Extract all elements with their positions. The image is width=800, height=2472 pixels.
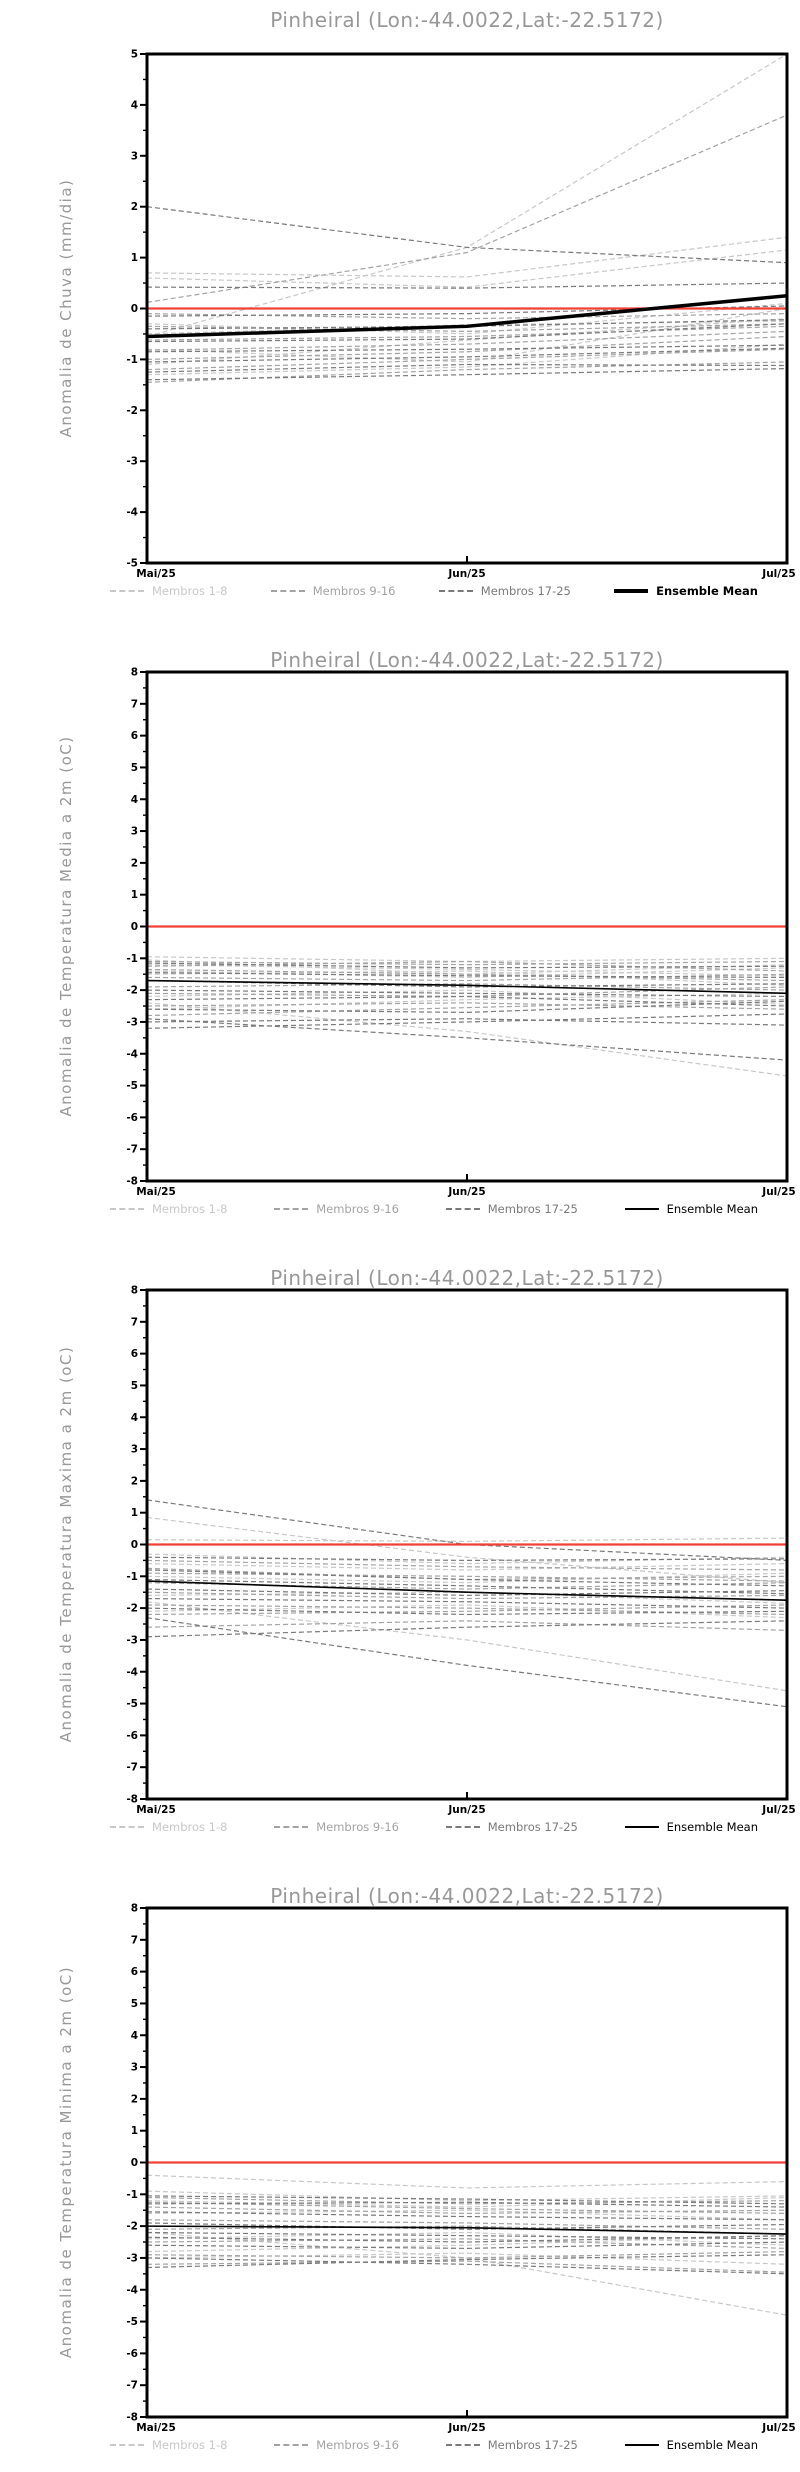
legend-item-members-17-25 (439, 584, 571, 598)
legend-item-members-17-25 (446, 1202, 578, 1216)
chart-title: Pinheiral (Lon:-44.0022,Lat:-22.5172) (270, 1884, 664, 1908)
legend-label: Membros 17-25 (487, 2438, 578, 2452)
mean-temperature-anomaly-chart (0, 618, 800, 1236)
svg-text:1: 1 (130, 2125, 138, 2138)
svg-text:-5: -5 (126, 557, 138, 570)
svg-text:-5: -5 (126, 1080, 138, 1093)
svg-text:5: 5 (130, 1997, 138, 2010)
mean-line-swatch (625, 2444, 659, 2446)
dashed-line-swatch (446, 1826, 480, 1828)
chart-title: Pinheiral (Lon:-44.0022,Lat:-22.5172) (270, 648, 664, 672)
dashed-line-swatch (110, 1826, 144, 1828)
svg-text:-6: -6 (126, 1111, 138, 1124)
y-axis-label: Anomalia de Temperatura Minima a 2m (oC) (57, 1965, 75, 2359)
plot-area (0, 0, 800, 618)
legend-item-ensemble-mean (625, 2438, 758, 2452)
svg-text:-5: -5 (126, 2316, 138, 2329)
plot-area (0, 618, 800, 1236)
svg-text:Mai/25: Mai/25 (136, 2422, 176, 2434)
svg-text:-1: -1 (126, 353, 138, 366)
plot-area (0, 1236, 800, 1854)
dashed-line-swatch (110, 2444, 144, 2446)
legend-label: Ensemble Mean (656, 584, 758, 598)
svg-text:8: 8 (130, 1902, 138, 1915)
dashed-line-swatch (274, 2444, 308, 2446)
svg-text:3: 3 (130, 2061, 138, 2074)
svg-text:4: 4 (130, 1411, 138, 1424)
chart-title: Pinheiral (Lon:-44.0022,Lat:-22.5172) (270, 8, 664, 32)
svg-text:5: 5 (130, 761, 138, 774)
legend-label: Membros 9-16 (316, 2438, 399, 2452)
legend-item-members-1-8 (110, 1820, 227, 1834)
svg-text:Jul/25: Jul/25 (762, 2422, 796, 2434)
legend-label: Ensemble Mean (666, 2438, 758, 2452)
dashed-line-swatch (439, 590, 473, 592)
svg-text:-1: -1 (126, 1570, 138, 1583)
chart-title: Pinheiral (Lon:-44.0022,Lat:-22.5172) (270, 1266, 664, 1290)
svg-text:1: 1 (130, 252, 138, 265)
svg-text:-2: -2 (126, 1602, 138, 1615)
svg-text:-7: -7 (126, 1143, 138, 1156)
svg-text:3: 3 (130, 150, 138, 163)
chart-legend (110, 2438, 758, 2452)
legend-label: Membros 9-16 (316, 1202, 399, 1216)
dashed-line-swatch (446, 2444, 480, 2446)
legend-label: Membros 17-25 (487, 1202, 578, 1216)
legend-item-members-9-16 (274, 1820, 399, 1834)
legend-item-members-1-8 (110, 584, 227, 598)
svg-text:-3: -3 (126, 1016, 138, 1029)
legend-label: Membros 9-16 (312, 584, 396, 598)
svg-text:Jun/25: Jun/25 (448, 568, 486, 580)
svg-text:0: 0 (130, 1539, 138, 1551)
svg-text:2: 2 (130, 2093, 138, 2106)
precipitation-anomaly-chart (0, 0, 800, 618)
svg-text:6: 6 (130, 730, 138, 743)
dashed-line-swatch (271, 590, 305, 592)
legend-item-members-1-8 (110, 1202, 227, 1216)
svg-text:-4: -4 (126, 2284, 138, 2297)
svg-text:6: 6 (130, 1966, 138, 1979)
svg-text:0: 0 (130, 303, 138, 315)
svg-text:Mai/25: Mai/25 (136, 1186, 176, 1198)
svg-text:Jun/25: Jun/25 (448, 2422, 486, 2434)
svg-text:-7: -7 (126, 1761, 138, 1774)
legend-label: Membros 17-25 (480, 584, 571, 598)
svg-text:-8: -8 (126, 1175, 138, 1188)
legend-label: Membros 9-16 (316, 1820, 399, 1834)
legend-item-members-9-16 (271, 584, 396, 598)
plot-area (0, 1854, 800, 2472)
svg-text:Jul/25: Jul/25 (762, 1804, 796, 1816)
legend-item-members-9-16 (274, 1202, 399, 1216)
dashed-line-swatch (446, 1208, 480, 1210)
svg-text:-6: -6 (126, 2347, 138, 2360)
svg-text:4: 4 (130, 2029, 138, 2042)
legend-label: Membros 1-8 (152, 584, 228, 598)
svg-text:-7: -7 (126, 2379, 138, 2392)
svg-text:5: 5 (130, 1379, 138, 1392)
svg-text:4: 4 (130, 99, 138, 112)
mean-line-swatch (625, 1826, 659, 1828)
legend-label: Membros 17-25 (487, 1820, 578, 1834)
legend-item-ensemble-mean (625, 1202, 758, 1216)
svg-text:-4: -4 (126, 1048, 138, 1061)
svg-text:0: 0 (130, 2157, 138, 2169)
svg-text:2: 2 (130, 1475, 138, 1488)
y-axis-label: Anomalia de Chuva (mm/dia) (57, 178, 75, 438)
dashed-line-swatch (110, 1208, 144, 1210)
legend-item-members-17-25 (446, 2438, 578, 2452)
svg-text:-3: -3 (126, 1634, 138, 1647)
legend-label: Membros 1-8 (152, 2438, 228, 2452)
mean-line-swatch (625, 1208, 659, 1210)
legend-item-members-1-8 (110, 2438, 227, 2452)
svg-text:-2: -2 (126, 2220, 138, 2233)
svg-text:7: 7 (130, 1316, 138, 1329)
mean-line-swatch (614, 589, 648, 593)
svg-text:-5: -5 (126, 1698, 138, 1711)
svg-text:8: 8 (130, 666, 138, 679)
svg-text:7: 7 (130, 1934, 138, 1947)
max-temperature-anomaly-chart (0, 1236, 800, 1854)
chart-legend (110, 1820, 758, 1834)
svg-text:8: 8 (130, 1284, 138, 1297)
legend-item-ensemble-mean (614, 584, 758, 598)
svg-text:-4: -4 (126, 506, 138, 519)
chart-legend (110, 1202, 758, 1216)
dashed-line-swatch (274, 1826, 308, 1828)
legend-label: Membros 1-8 (152, 1820, 228, 1834)
svg-text:Jul/25: Jul/25 (762, 568, 796, 580)
legend-label: Ensemble Mean (666, 1820, 758, 1834)
svg-text:Jul/25: Jul/25 (762, 1186, 796, 1198)
svg-text:Mai/25: Mai/25 (136, 1804, 176, 1816)
svg-text:-3: -3 (126, 2252, 138, 2265)
svg-text:-2: -2 (126, 984, 138, 997)
svg-text:0: 0 (130, 921, 138, 933)
svg-text:-1: -1 (126, 2188, 138, 2201)
svg-text:2: 2 (130, 857, 138, 870)
svg-text:1: 1 (130, 889, 138, 902)
legend-label: Ensemble Mean (666, 1202, 758, 1216)
svg-text:-3: -3 (126, 455, 138, 468)
svg-text:6: 6 (130, 1348, 138, 1361)
legend-label: Membros 1-8 (152, 1202, 228, 1216)
min-temperature-anomaly-chart (0, 1854, 800, 2472)
svg-text:-8: -8 (126, 2411, 138, 2424)
svg-text:2: 2 (130, 201, 138, 214)
dashed-line-swatch (110, 590, 144, 592)
dashed-line-swatch (274, 1208, 308, 1210)
svg-text:-8: -8 (126, 1793, 138, 1806)
svg-text:1: 1 (130, 1507, 138, 1520)
legend-item-ensemble-mean (625, 1820, 758, 1834)
svg-text:-4: -4 (126, 1666, 138, 1679)
svg-text:Mai/25: Mai/25 (136, 568, 176, 580)
svg-text:4: 4 (130, 793, 138, 806)
svg-text:Jun/25: Jun/25 (448, 1804, 486, 1816)
svg-text:5: 5 (130, 48, 138, 61)
svg-text:Jun/25: Jun/25 (448, 1186, 486, 1198)
y-axis-label: Anomalia de Temperatura Media a 2m (oC) (57, 735, 75, 1117)
svg-text:-6: -6 (126, 1729, 138, 1742)
svg-text:-1: -1 (126, 952, 138, 965)
svg-text:7: 7 (130, 698, 138, 711)
svg-text:3: 3 (130, 825, 138, 838)
legend-item-members-9-16 (274, 2438, 399, 2452)
svg-text:3: 3 (130, 1443, 138, 1456)
chart-legend (110, 584, 758, 598)
y-axis-label: Anomalia de Temperatura Maxima a 2m (oC) (57, 1345, 75, 1743)
svg-text:-2: -2 (126, 404, 138, 417)
legend-item-members-17-25 (446, 1820, 578, 1834)
